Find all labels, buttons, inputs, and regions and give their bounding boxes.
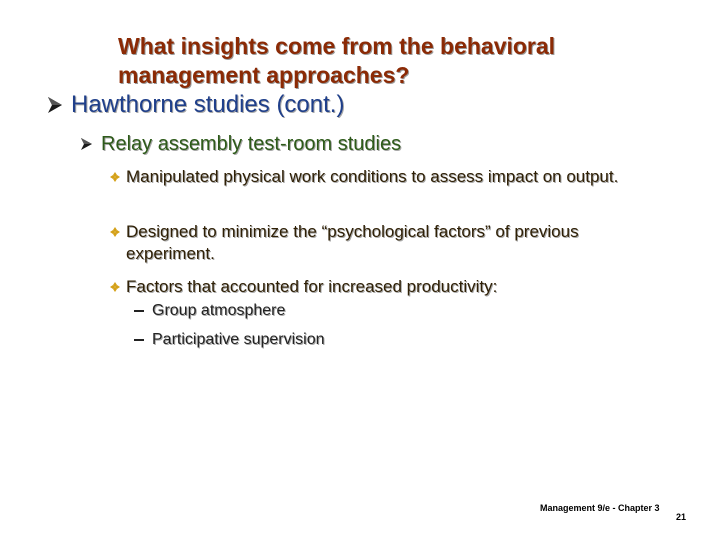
arrowhead-icon bbox=[47, 90, 67, 120]
dash-icon bbox=[134, 329, 152, 351]
bullet-level3 bbox=[110, 221, 670, 265]
bullet-level2-text: Relay assembly test-room studies bbox=[101, 133, 402, 155]
bullet-level4-text: Participative supervision bbox=[152, 331, 325, 348]
four-diamond-icon bbox=[110, 276, 126, 298]
bullet-level3-text: Manipulated physical work conditions to assess impact on output. bbox=[126, 167, 619, 186]
slide-title: What insights come from the behavioral management approaches? bbox=[118, 33, 556, 88]
page-number: 21 bbox=[676, 512, 687, 522]
four-diamond-icon bbox=[110, 166, 126, 188]
bullet-level3-text: Designed to minimize the “psychological factors” of previous experiment. bbox=[126, 222, 579, 263]
bullet-level3 bbox=[110, 276, 670, 298]
bullet-level4 bbox=[134, 300, 285, 322]
bullet-level3-text: Factors that accounted for increased productivity: bbox=[126, 277, 498, 296]
bullet-level1-text: Hawthorne studies (cont.) bbox=[71, 91, 345, 118]
dash-icon bbox=[134, 300, 152, 322]
bullet-level4-text: Group atmosphere bbox=[152, 302, 286, 319]
bullet-level3 bbox=[110, 166, 670, 188]
bullet-level2 bbox=[80, 131, 401, 157]
arrowhead-icon bbox=[80, 131, 97, 157]
slide-footer: Management 9/e - Chapter 3 bbox=[540, 503, 660, 513]
bullet-level4 bbox=[134, 329, 325, 351]
bullet-level1 bbox=[47, 90, 344, 120]
four-diamond-icon bbox=[110, 221, 126, 243]
